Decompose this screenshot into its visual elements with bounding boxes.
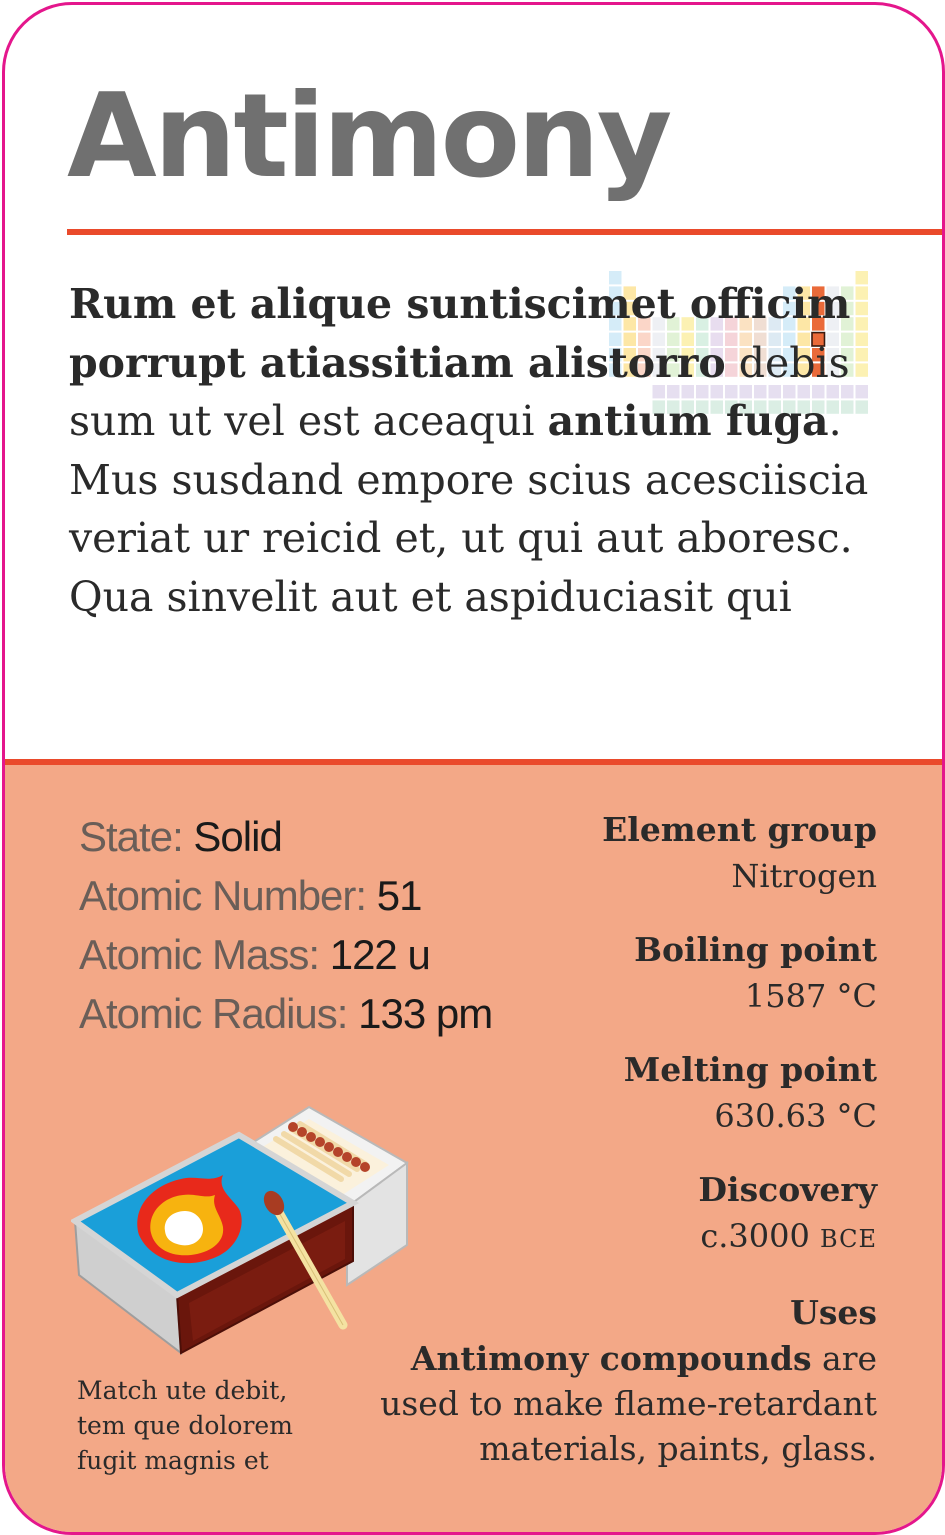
- prop-boiling-point: [357, 927, 877, 1019]
- prop-element-group: [357, 807, 877, 899]
- element-title: Antimony: [67, 69, 670, 204]
- matchbox-illustration: [71, 1103, 411, 1363]
- discovery-year: c.3000: [700, 1217, 821, 1255]
- stat-label: State:: [79, 813, 183, 860]
- stat-label: Atomic Number:: [79, 872, 367, 919]
- stat-label: Atomic Mass:: [79, 931, 320, 978]
- description-text-1: debis sum ut vel est aceaqui: [69, 338, 850, 445]
- prop-value: [357, 1213, 877, 1262]
- prop-label: Discovery: [698, 1170, 877, 1209]
- description-bold-lead: Rum et alique suntiscimet officim porrupt atiassitiam alistorro: [69, 280, 851, 387]
- uses-text: [357, 1336, 877, 1471]
- prop-label: Boiling point: [634, 930, 877, 969]
- uses-bold: Antimony compounds: [410, 1339, 812, 1378]
- prop-uses: [357, 1290, 877, 1471]
- prop-value: 630.63 °C: [714, 1097, 877, 1135]
- stat-value: 133 pm: [358, 990, 493, 1037]
- element-card: [2, 2, 945, 1535]
- title-divider: [67, 229, 942, 235]
- prop-value: 1587 °C: [744, 977, 877, 1015]
- properties-list: [357, 807, 877, 1499]
- stat-value: Solid: [193, 813, 282, 860]
- description-bold-phrase: antium fuga: [547, 397, 829, 445]
- image-caption: Match ute debit, tem que dolorem fugit magnis et: [77, 1376, 293, 1475]
- element-description: [69, 275, 909, 626]
- prop-label: Melting point: [623, 1050, 877, 1089]
- prop-label: Element group: [602, 810, 877, 849]
- stat-value: 51: [376, 872, 422, 919]
- uses-rest: are used to make flame-retardant materials, paints, glass.: [380, 1339, 877, 1468]
- prop-value: Nitrogen: [731, 857, 877, 895]
- stat-label: Atomic Radius:: [79, 990, 348, 1037]
- facts-panel: [5, 759, 942, 1532]
- prop-melting-point: [357, 1047, 877, 1139]
- description-text-2: . Mus susdand empore scius acesciiscia veriat ur reicid et, ut qui aut aboresc. Qua sinvelit aut et aspiduciasit qui: [69, 397, 869, 621]
- discovery-era: BCE: [820, 1225, 877, 1253]
- prop-label: Uses: [790, 1293, 877, 1332]
- stat-value: 122 u: [329, 931, 430, 978]
- prop-discovery: [357, 1167, 877, 1262]
